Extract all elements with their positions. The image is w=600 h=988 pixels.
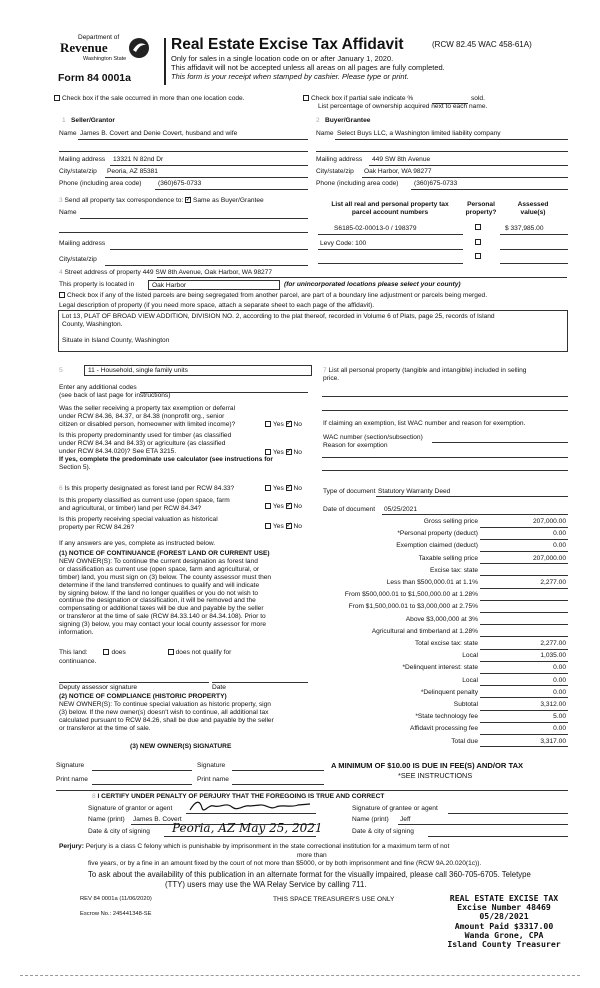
buyer-city-line — [362, 177, 568, 178]
seller-phone-label: Phone (including area code) — [59, 180, 142, 187]
perjury-line-1b: more than — [297, 852, 327, 859]
buyer-mail-line — [369, 165, 568, 166]
sig-line-1 — [92, 770, 192, 771]
s6-q1-answer[interactable]: Yes ✓ No — [265, 485, 302, 493]
buyer-name-line — [335, 139, 568, 140]
notice-2: (2) NOTICE OF COMPLIANCE (HISTORIC PROPERTY) NEW OWNER(S): To continue special valuation as historic property, sign (3) below. If the new owner(s) doesn't wish to continue, all additional tax calculated pursuant to RCW 84.26, shall be due and payable by the seller or transferor at the time of sale. — [59, 693, 274, 732]
s3-name-label: Name — [59, 209, 77, 216]
doc-date-line — [382, 514, 568, 515]
tax-row-label: Taxable selling price — [418, 554, 478, 562]
rev-number: REV 84 0001a (11/06/2020) — [80, 896, 152, 902]
grantor-date-city[interactable]: Peoria, AZ May 25, 2021 — [172, 821, 323, 835]
seller-name-line-2 — [59, 151, 308, 152]
s6-q2: Is this property classified as current use (open space, farm and agricultural, or timber) land per RCW 84.34? — [59, 497, 230, 512]
doc-type-line — [376, 496, 568, 497]
deputy-sig-label: Deputy assessor signature — [59, 684, 138, 691]
seller-mail[interactable]: 13321 N 82nd Dr — [113, 156, 164, 163]
s3-city-label: City/state/zip — [59, 256, 97, 263]
tax-row-label: Exemption claimed (deduct) — [396, 542, 478, 550]
located-label: This property is located in — [59, 281, 135, 288]
buyer-city[interactable]: Oak Harbor, WA 98277 — [364, 168, 432, 175]
segregated-check[interactable]: Check box if any of the listed parcels are being segregated from another parcel, are part of a boundary line adjustment or parcels being merged. — [59, 292, 487, 300]
tax-row-label: Local — [462, 652, 478, 660]
wac-line — [432, 442, 568, 443]
value-line-2 — [500, 249, 568, 250]
deputy-date-line — [212, 682, 308, 683]
multi-location-check[interactable]: Check box if the sale occurred in more than one location code. — [54, 95, 245, 103]
print-line-1 — [92, 784, 192, 785]
checkbox-icon[interactable] — [303, 95, 309, 101]
header-divider — [164, 38, 166, 85]
s6-q1: 6 Is this property designated as forest land per RCW 84.33? — [59, 485, 235, 492]
tax-row-label: From $500,000.01 to $1,500,000.00 at 1.28% — [344, 591, 478, 599]
tax-row-value[interactable]: 1,035.00 — [540, 652, 566, 660]
s3-mail-label: Mailing address — [59, 240, 106, 247]
seller-phone[interactable]: (360)675-0733 — [158, 180, 202, 187]
buyer-name[interactable]: Select Buys LLC, a Washington limited liability company — [337, 130, 501, 137]
tax-row-label: Subtotal — [453, 701, 478, 708]
notice-3-heading: (3) NEW OWNER(S) SIGNATURE — [130, 743, 232, 750]
parcel-header: List all real and personal property tax parcel account numbers — [331, 201, 449, 216]
q2-answer[interactable]: Yes ✓ No — [265, 449, 302, 457]
yes-checkbox-icon[interactable] — [265, 485, 271, 491]
dept-of-label: Department of — [78, 34, 120, 41]
grantee-name[interactable]: Jeff — [400, 816, 411, 823]
tax-row-line — [480, 710, 568, 711]
buyer-phone-line — [411, 189, 568, 190]
if-yes-note: If any answers are yes, complete as instructed below. — [59, 540, 216, 547]
form-title: Real Estate Excise Tax Affidavit — [171, 36, 404, 53]
yes-checkbox-icon[interactable] — [265, 449, 271, 455]
tax-row-value[interactable]: 3,312.00 — [540, 701, 566, 708]
q2-text: Is this property predominantly used for timber (as classified under RCW 84.34 and 84.33) or agriculture (as classified under RCW 84.34.020)? See ETA 3215. If yes, complete the predominate use calculator (see instructions for Section 5). — [59, 432, 273, 471]
tax-row-value[interactable]: 0.00 — [553, 688, 566, 696]
tax-row-line — [480, 685, 568, 686]
street-address-row: 4 Street address of property 449 SW 8th Avenue, Oak Harbor, WA 98277 — [59, 269, 272, 276]
tax-row-line — [480, 649, 568, 650]
grantee-name-line — [398, 824, 568, 825]
revenue-swoosh-icon — [128, 36, 150, 60]
tax-row-line — [480, 722, 568, 723]
deputy-date-label: Date — [212, 684, 226, 691]
buyer-mail-label: Mailing address — [316, 156, 363, 163]
tax-row-line — [480, 746, 568, 747]
tax-row-value[interactable]: 2,277.00 — [540, 579, 566, 586]
s7-line-2 — [322, 410, 568, 411]
s3-name-line — [80, 218, 308, 219]
doc-type[interactable]: Statutory Warranty Deed — [378, 488, 451, 495]
codes-label: Enter any additional codes — [59, 384, 137, 391]
wac-claim-label: If claiming an exemption, list WAC number and reason for exemption. — [323, 420, 526, 427]
tax-row-line — [480, 673, 568, 674]
tax-row-line — [480, 697, 568, 698]
revenue-logo — [56, 34, 156, 76]
tax-row-line — [480, 551, 568, 552]
value-line-3 — [500, 263, 568, 264]
wac-number-label: WAC number (section/subsection) — [323, 434, 423, 441]
legal-label: Legal description of property (if you need more space, attach a separate sheet to each page of the affidavit). — [59, 302, 375, 309]
s6-q3-answer[interactable]: Yes ✓ No — [265, 523, 302, 531]
tax-row-label: Gross selling price — [423, 518, 478, 525]
s7-line-1 — [322, 396, 568, 397]
deputy-sig-line — [59, 682, 209, 683]
does-not-checkbox-icon[interactable] — [168, 649, 174, 655]
tax-row-value[interactable]: 2,277.00 — [540, 640, 566, 647]
assessed-header: Assessed value(s) — [517, 201, 549, 216]
ask-line-1: To ask about the availability of this publication in an alternate format for the visually impaired, please call 360-705-6705. Teletype — [88, 870, 531, 879]
no-checkbox-icon[interactable] — [286, 421, 292, 427]
street-line — [157, 277, 567, 278]
treasurer-stamp: REAL ESTATE EXCISE TAX Excise Number 48469 05/28/2021 Amount Paid $3317.00 Wanda Grone, CPA Island County Treasurer — [447, 893, 561, 949]
doc-date-label: Date of document — [323, 506, 376, 513]
tax-row-value[interactable]: 0.00 — [553, 725, 566, 733]
levy-code[interactable]: Levy Code: 100 — [320, 240, 367, 247]
tax-row-label: From $1,500,000.01 to $3,000,000 at 2.75% — [348, 603, 478, 611]
buyer-name-line-2 — [316, 151, 568, 152]
seller-city-label: City/state/zip — [59, 168, 97, 175]
checkbox-icon[interactable] — [59, 292, 65, 298]
yes-checkbox-icon[interactable] — [265, 503, 271, 509]
tax-row-value[interactable]: 0.00 — [553, 664, 566, 672]
checkbox-icon[interactable] — [54, 95, 60, 101]
section-3-row: 3 Send all property tax correspondence to: ✓ Same as Buyer/Grantee — [59, 197, 264, 205]
sig-label-2: Signature — [197, 762, 226, 769]
notice-1: (1) NOTICE OF CONTINUANCE (FOREST LAND OR CURRENT USE) NEW OWNER(S): To continue the current designation as forest land or classification as current use (open space, farm and agricultural, or timber) land, you must sign on (3) below. The county assessor must then determine if the land transferred continues to qualify and will indicate by signing below. If the land no longer qualifies or you do not wish to continue the designation or classification, it will be removed and the compensating or additional taxes will be due and payable by the seller or transferor at the time of sale (RCW 84.33.140 or 84.34.108). Prior to signing (3) below, you may contact your local county assessor for more information. — [59, 550, 272, 637]
grantor-date-label: Date & city of signing — [88, 828, 150, 835]
grantee-date-line — [428, 836, 568, 837]
street-address[interactable]: 449 SW 8th Avenue, Oak Harbor, WA 98277 — [142, 269, 272, 276]
tax-row-line — [480, 734, 568, 735]
parcel-number[interactable]: S6185-02-00013-0 / 198379 — [334, 225, 417, 232]
tax-row-line — [480, 600, 568, 601]
print-line-2 — [232, 784, 324, 785]
assessed-value[interactable]: $ 337,985.00 — [505, 225, 544, 232]
no-checkbox-icon[interactable] — [286, 503, 292, 509]
tax-row-label: Total due — [451, 737, 478, 745]
continuance-label: continuance. — [59, 658, 97, 665]
section-8-rule — [56, 790, 568, 791]
tax-row-label: *Delinquent interest: state — [402, 664, 478, 672]
tax-row-value[interactable]: 207,000.00 — [532, 518, 566, 525]
minimum-note: A MINIMUM OF $10.00 IS DUE IN FEE(S) AND/OR TAX — [331, 761, 524, 770]
seller-name-line — [78, 139, 308, 140]
yes-checkbox-icon[interactable] — [265, 421, 271, 427]
s6-q3: Is this property receiving special valuation as historical property per RCW 84.26? — [59, 516, 218, 531]
escrow-number: Escrow No.: 245441348-SE — [80, 911, 152, 917]
subtitle-line-2: This affidavit will not be accepted unless all areas on all pages are fully completed. — [171, 63, 445, 72]
sig-line-2 — [232, 770, 324, 771]
subtitle-line-3: This form is your receipt when stamped by cashier. Please type or print. — [171, 72, 409, 81]
legal-description-box[interactable]: Lot 13, PLAT OF BROAD VIEW ADDITION, DIVISION NO. 2, according to the plat thereof, recorded in Volume 6 of Plats, page 25, records of Island County, Washington. Situate in Island County, Washington — [58, 310, 568, 352]
tax-row-line — [480, 661, 568, 662]
tax-row-value[interactable]: 207,000.00 — [532, 554, 566, 562]
grantor-sig-label: Signature of grantor or agent — [88, 805, 173, 812]
yes-checkbox-icon[interactable] — [265, 523, 271, 529]
ask-line-2: (TTY) users may use the WA Relay Service by calling 711. — [165, 880, 367, 889]
buyer-heading: Buyer/Grantee — [325, 117, 371, 124]
reason-line-2 — [322, 470, 568, 471]
sig-label-1: Signature — [56, 762, 85, 769]
grantee-sig-label: Signature of grantee or agent — [352, 805, 438, 812]
q1-answer[interactable]: Yes ✓ No — [265, 421, 302, 429]
tax-row-line — [480, 624, 568, 625]
tax-row-line — [480, 563, 568, 564]
personal-checkbox-3[interactable] — [475, 253, 481, 259]
perjury-line-2: five years, or by a fine in an amount fixed by the court of not more than $5000, or by both imprisonment and fine (RCW 9A.20.020(1c)). — [88, 860, 482, 867]
section-5-number: 5 — [59, 367, 63, 374]
personal-checkbox-1[interactable] — [475, 224, 481, 230]
doc-date[interactable]: 05/25/2021 — [384, 506, 418, 513]
same-as-buyer-checkbox-icon[interactable] — [185, 197, 191, 203]
tax-row-line — [480, 527, 568, 528]
uninc-note: (for unincorporated locations please select your county) — [284, 281, 461, 288]
location-select[interactable]: Oak Harbor — [148, 280, 280, 290]
parcel-line-2 — [318, 249, 463, 250]
seller-name[interactable]: James B. Covert and Denie Covert, husband and wife — [80, 130, 238, 137]
tax-row-label: Less than $500,000.01 at 1.1% — [386, 579, 478, 586]
land-use-select[interactable]: 11 - Household, single family units — [84, 365, 312, 376]
s3-name-line-2 — [59, 232, 308, 233]
no-checkbox-icon[interactable] — [286, 485, 292, 491]
seller-heading: Seller/Grantor — [71, 117, 115, 124]
partial-sale-check[interactable]: Check box if partial sale indicate % — [303, 95, 413, 103]
tax-row-label: *State technology fee — [415, 713, 478, 721]
buyer-city-label: City/state/zip — [316, 168, 354, 175]
form-citation: (RCW 82.45 WAC 458-61A) — [432, 40, 532, 49]
tax-row-label: Agricultural and timberland at 1.28% — [371, 627, 478, 635]
grantor-name-label: Name (print) — [88, 816, 125, 823]
seller-city[interactable]: Peoria, AZ 85381 — [107, 168, 158, 175]
buyer-name-label: Name — [316, 130, 334, 137]
tax-row-value[interactable]: 3,317.00 — [540, 737, 566, 745]
perjury-line-1: Perjury: Perjury is a class C felony which is punishable by imprisonment in the state correctional institution for a maximum term of not — [59, 843, 450, 850]
does-checkbox-icon[interactable] — [103, 649, 109, 655]
certify-heading: 8 I CERTIFY UNDER PENALTY OF PERJURY THAT THE FOREGOING IS TRUE AND CORRECT — [92, 793, 385, 800]
form-number: Form 84 0001a — [58, 72, 131, 84]
treasurer-label: THIS SPACE TREASURER'S USE ONLY — [273, 896, 395, 903]
seller-mail-label: Mailing address — [59, 156, 106, 163]
doc-type-label: Type of document — [323, 488, 376, 495]
grantee-date-label: Date & city of signing — [352, 828, 414, 835]
section-1-number: 1 — [62, 117, 66, 124]
tax-row-label: Total excise tax: state — [414, 640, 478, 647]
s6-q2-answer[interactable]: Yes ✓ No — [265, 503, 302, 511]
no-checkbox-icon[interactable] — [286, 449, 292, 455]
subtitle-line-1: Only for sales in a single location code on or after January 1, 2020. — [171, 54, 394, 63]
grantor-signature-icon — [186, 798, 316, 816]
tax-row-value[interactable]: 0.00 — [553, 676, 566, 684]
revenue-wordmark: Revenue — [60, 40, 108, 55]
tax-row-label: Excise tax: state — [429, 566, 478, 574]
tax-row-value[interactable]: 0.00 — [553, 530, 566, 538]
seller-mail-line — [110, 165, 308, 166]
s3-mail-line — [110, 249, 308, 250]
codes-note: (see back of last page for instructions) — [59, 392, 171, 399]
print-label-2: Print name — [197, 776, 229, 783]
grantee-sig-line — [448, 813, 568, 814]
reason-line-1 — [322, 457, 568, 458]
this-land-row: This land: does does not qualify for — [59, 649, 232, 656]
sold-label: sold. — [471, 95, 485, 102]
buyer-phone[interactable]: (360)675-0733 — [414, 180, 458, 187]
tax-row-line — [480, 575, 568, 576]
q1-text: Was the seller receiving a property tax exemption or deferral under RCW 84.36, 84.37, or 84.38 (nonprofit org., senior citizen or disabled person, homeowner with limited income)? — [59, 405, 236, 428]
section-2-number: 2 — [316, 117, 320, 124]
personal-header: Personal property? — [465, 201, 497, 216]
personal-checkbox-2[interactable] — [475, 239, 481, 245]
grantor-date-line — [164, 836, 316, 837]
seller-city-line — [105, 177, 308, 178]
tax-row-label: *Personal property (deduct) — [397, 530, 478, 538]
grantor-name[interactable]: James B. Covert — [133, 816, 182, 823]
print-label-1: Print name — [56, 776, 88, 783]
list-pct-note: List percentage of ownership acquired next to each name. — [318, 103, 488, 110]
tax-row-line — [480, 612, 568, 613]
grantee-name-label: Name (print) — [352, 816, 389, 823]
seller-phone-line — [155, 189, 308, 190]
value-line-1 — [500, 234, 568, 235]
tax-row-label: *Delinquent penalty — [420, 688, 478, 696]
washington-state-label: Washington State — [83, 56, 127, 62]
tax-row-label: Above $3,000,000 at 3% — [405, 615, 478, 623]
buyer-mail[interactable]: 449 SW 8th Avenue — [372, 156, 431, 163]
tax-row-line — [480, 588, 568, 589]
tax-row-line — [480, 636, 568, 637]
see-instructions: *SEE INSTRUCTIONS — [398, 771, 473, 780]
tax-row-label: Local — [462, 676, 478, 684]
tax-row-label: Affidavit processing fee — [409, 725, 478, 733]
bottom-dash-rule — [20, 975, 580, 976]
parcel-line-1 — [318, 234, 463, 235]
buyer-phone-label: Phone (including area code) — [316, 180, 399, 187]
no-checkbox-icon[interactable] — [286, 523, 292, 529]
seller-name-label: Name — [59, 130, 77, 137]
parcel-line-3 — [318, 263, 463, 264]
reason-label: Reason for exemption — [323, 442, 388, 449]
tax-row-line — [480, 539, 568, 540]
tax-row-value[interactable]: 5.00 — [553, 713, 566, 721]
s7-list: 7 List all personal property (tangible and intangible) included in selling price. — [323, 367, 527, 382]
s3-city-line — [105, 265, 308, 266]
tax-row-value[interactable]: 0.00 — [553, 542, 566, 550]
